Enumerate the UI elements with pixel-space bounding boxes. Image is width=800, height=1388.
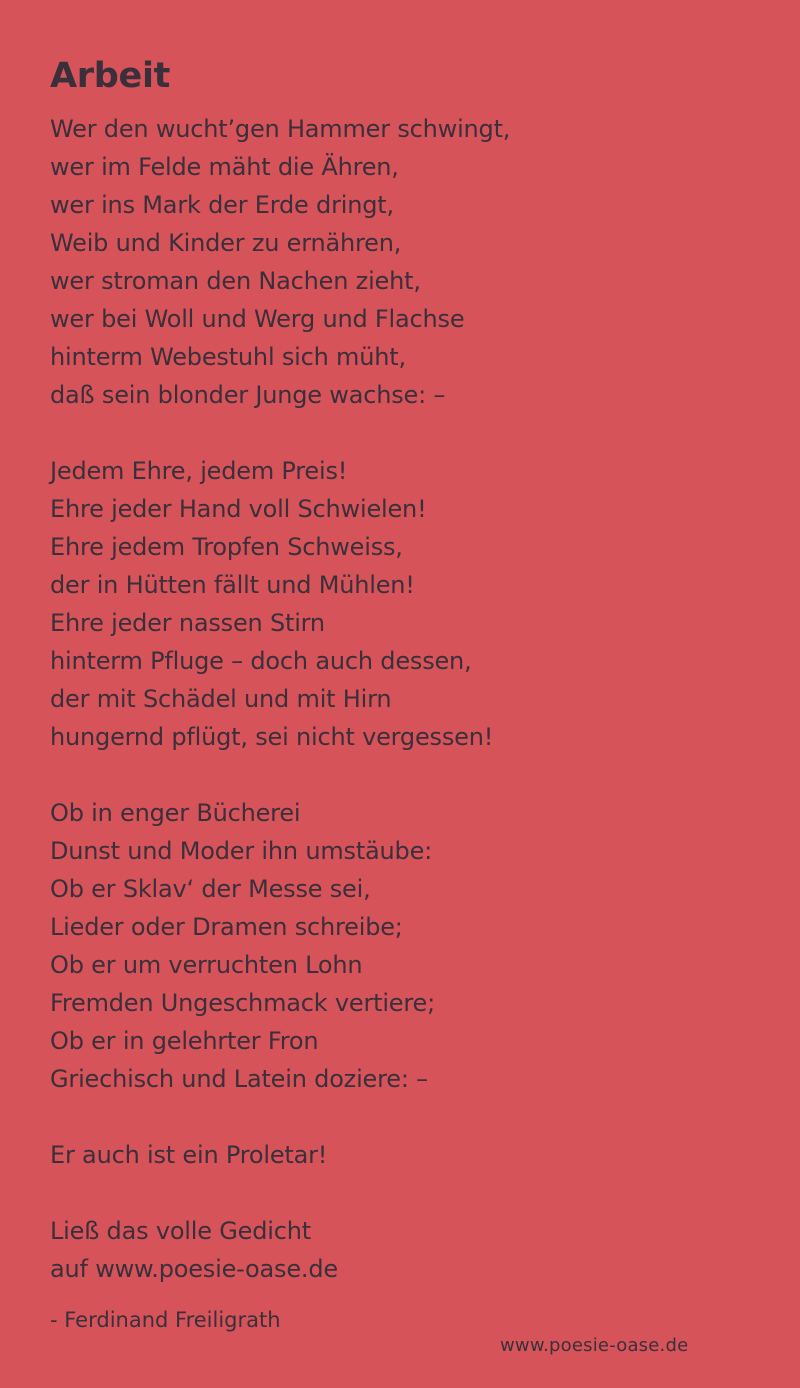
read-more-note: [50, 1212, 750, 1288]
poem-line: Weib und Kinder zu ernähren,: [50, 229, 402, 257]
poem-line: Ob in enger Bücherei: [50, 799, 301, 827]
poem-line: hungernd pflügt, sei nicht vergessen!: [50, 723, 494, 751]
poem-line: Ehre jeder nassen Stirn: [50, 609, 325, 637]
stanza-1: [50, 110, 750, 414]
read-more-link[interactable]: auf www.poesie-oase.de: [50, 1255, 338, 1283]
poem-line: daß sein blonder Junge wachse: –: [50, 381, 446, 409]
stanza-4: [50, 1136, 750, 1174]
poem-line: wer ins Mark der Erde dringt,: [50, 191, 394, 219]
footer-website-link[interactable]: www.poesie-oase.de: [500, 1335, 689, 1356]
stanza-2: [50, 452, 750, 756]
poem-line: Jedem Ehre, jedem Preis!: [50, 457, 348, 485]
poem-line: Fremden Ungeschmack vertiere;: [50, 989, 435, 1017]
poem-line: Ob er in gelehrter Fron: [50, 1027, 319, 1055]
poem-line: wer stroman den Nachen zieht,: [50, 267, 421, 295]
poem-line: wer bei Woll und Werg und Flachse: [50, 305, 465, 333]
poem-line: Ob er um verruchten Lohn: [50, 951, 363, 979]
poem-line: Ob er Sklav‘ der Messe sei,: [50, 875, 371, 903]
poem-line: Griechisch und Latein doziere: –: [50, 1065, 428, 1093]
poem-line: Wer den wucht’gen Hammer schwingt,: [50, 115, 511, 143]
poem-line: Ehre jeder Hand voll Schwielen!: [50, 495, 427, 523]
read-more-line: Ließ das volle Gedicht: [50, 1217, 311, 1245]
poem-line: Lieder oder Dramen schreibe;: [50, 913, 403, 941]
poem-author: - Ferdinand Freiligrath: [50, 1308, 281, 1332]
poem-line: Ehre jedem Tropfen Schweiss,: [50, 533, 403, 561]
poem-line: Er auch ist ein Proletar!: [50, 1141, 328, 1169]
poem-title: Arbeit: [50, 56, 171, 96]
stanza-3: [50, 794, 750, 1098]
poem-line: hinterm Webestuhl sich müht,: [50, 343, 406, 371]
poem-line: wer im Felde mäht die Ähren,: [50, 153, 399, 181]
poem-line: Dunst und Moder ihn umstäube:: [50, 837, 433, 865]
poem-line: der in Hütten fällt und Mühlen!: [50, 571, 415, 599]
poem-card: [50, 52, 750, 1334]
poem-line: hinterm Pfluge – doch auch dessen,: [50, 647, 472, 675]
poem-line: der mit Schädel und mit Hirn: [50, 685, 392, 713]
